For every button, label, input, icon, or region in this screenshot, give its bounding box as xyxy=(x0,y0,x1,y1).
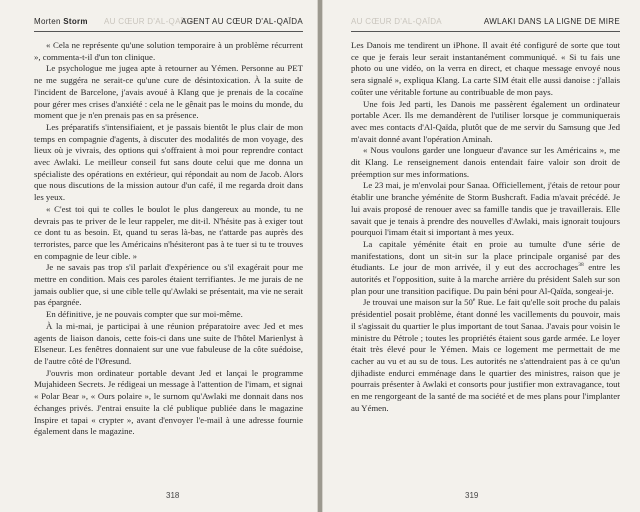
author-last-name: Storm xyxy=(63,17,88,26)
paragraph: « Cela ne représente qu'une solution temporaire à un problème récurrent », commenta-t-il d'un ton clinique. xyxy=(34,40,303,62)
running-head-author xyxy=(34,17,88,26)
paragraph: « C'est toi qui te colles le boulot le plus dangereux au monde, tu ne devrais pas te priver de le leur rappeler, me dit-il. N'hésite pas à exiger tout ce dont tu as besoin. Et, quand tu seras là-bas, ne t'attarde pas auprès des terroristes, parce que les Américains n'hésiteront pas à te tuer si tu te trouves en compagnie de leur cible. » xyxy=(34,203,303,261)
running-head-right xyxy=(351,13,620,32)
paragraph: Le psychologue me jugea apte à retourner au Yémen. Personne au PET ne me suggéra ne serait-ce qu'une cure de désintoxication. À la suite de l'incident de Barcelone, j'avais avoué à Klang que je prenais de la cocaïne pour gérer mes crises d'anxiété : cela ne le gênait pas le moins du monde, du moment que je n'en prenais pas en sa présence. xyxy=(34,63,303,121)
paragraph: À la mi-mai, je participai à une réunion préparatoire avec Jed et mes agents de liaison danois, cette fois-ci dans une suite de l'hôtel Marienlyst à Elseneur. Les fenêtres donnaient sur une vue fabuleuse de la côte suédoise, de l'autre côté de l'Øresund. xyxy=(34,320,303,366)
paragraph: Une fois Jed parti, les Danois me passèrent également un ordinateur portable Acer. Ils me demandèrent de l'utiliser lorsque je communiquerais avec mes contacts d'Al-Qaïda, plutôt que de me servir du Samsung que Jed m'avait donné avant l'opération Aminah. xyxy=(351,98,620,144)
left-page xyxy=(0,0,318,512)
paragraph xyxy=(351,239,620,298)
paragraph: J'ouvris mon ordinateur portable devant Jed et lançai le programme Mujahideen Secrets. Je rédigeai un message à l'attention de l'imam, et signai « Polar Bear », « Ours polaire », le surnom qu'Awlaki me donnait dans nos échanges privés. J'entrai ensuite la clé publique publiée dans le magazine Inspire et tapai « crypter », avant d'envoyer l'e-mail à une adresse fournie également dans le magazine. xyxy=(34,367,303,437)
paragraph: Je ne savais pas trop s'il parlait d'expérience ou s'il exagérait pour me mettre en condition. Mais ces paroles étaient terrifiantes. Je me jurais de ne jamais oublier que, si une cible telle qu'Awlaki se présentait, ma vie ne serait pas épargnée. xyxy=(34,262,303,308)
paragraph: Les préparatifs s'intensifiaient, et je passais bientôt le plus clair de mon temps en compagnie d'agents, à discuter des modalités de mon voyage, des lieux où je vivrais, des options qui s'offraient à moi pour reprendre contact avec Awlaki. Le meilleur conseil fut sans doute celui que me donna un spécialiste des opérations en extérieur, qui répondait au nom de Jacob. Alors que nous discutions de la mission autour d'un café, il me regarda droit dans les yeux. xyxy=(34,121,303,203)
paragraph: Les Danois me tendirent un iPhone. Il avait été configuré de sorte que tout ce que je ferais leur serait instantanément communiqué. « Si tu fais une photo ou une vidéo, on la verra en direct, et chaque message envoyé nous sera signalé », expliqua Klang. La carte SIM était elle aussi danoise : j'allais coûter une véritable fortune au contribuable de mon pays. xyxy=(351,40,620,97)
running-head-bleedthrough: AU CŒUR D'AL-QAÏDA xyxy=(351,17,442,26)
running-head-book-title: AGENT AU CŒUR D'AL-QAÏDA xyxy=(181,17,303,26)
paragraph-text: entre les autorités et l'opposition, suite à la marche arrière du président Saleh sur son plan pour une transition pacifique. Du pain béni pour Al-Qaïda, songeai-je. xyxy=(351,262,620,296)
left-page-body xyxy=(34,40,303,438)
paragraph xyxy=(351,297,620,414)
author-first-name: Morten xyxy=(34,17,61,26)
right-page xyxy=(322,0,640,512)
paragraph-text: Je trouvai une maison sur la 50 xyxy=(363,297,473,308)
page-number-right: 319 xyxy=(465,491,479,500)
footnote-reference: 38 xyxy=(578,262,584,269)
paragraph: En définitive, je ne pouvais compter que sur moi-même. xyxy=(46,309,243,320)
paragraph-text: La capitale yéménite était en proie au tumulte d'une série de manifestations, dont un sit-in sur la place principale organisé par des étudiants. Le jour de mon arrivée, il y eut des accrochages xyxy=(351,238,620,273)
ordinal-suffix: e xyxy=(472,297,476,304)
paragraph-text: Rue. Le fait qu'elle soit proche du palais présidentiel posait problème, étant donné les vacillements du pouvoir, mais il s'agissait du quartier le plus important de tout Sanaa. J'avais pour voisin le ministre du Pétrole ; toutes les propriétés étaient sous garde armée. Le loyer était très élevé pour le Yémen. Mais ce logement me permettait de me cacher au vu et au su de tous. Les autorités ne s'attendraient pas à ce qu'un djihadiste endurci emménage dans le quartier des ministres, raison que je pourrais présenter à Awlaki et consorts pour justifier mon extravagance, tout en me rengorgeant de la santé de ma société et de mes plans pour l'implanter au Yémen. xyxy=(351,297,621,413)
running-head-chapter-title: AWLAKI DANS LA LIGNE DE MIRE xyxy=(483,17,620,26)
paragraph: Le 23 mai, je m'envolai pour Sanaa. Officiellement, j'étais de retour pour établir une branche yéménite de Storm Bushcraft. Fadia m'avait précédé. Je lui avais proposé de renouer avec sa famille tandis que je travaillerais. Elle savait que je tenais à prendre des nouvelles d'Awlaki, mais ignorait toujours pourquoi l'imam était si important à mes yeux. xyxy=(351,180,620,238)
page-number-left: 318 xyxy=(166,491,180,500)
paragraph: « Nous voulons garder une longueur d'avance sur les Américains », me dit Klang. Le renseignement danois entendait faire valoir son droit de préemption sur mes informations. xyxy=(351,145,620,179)
running-head-bleedthrough: AU CŒUR D'AL-QAÏDA xyxy=(104,17,195,26)
running-head-left xyxy=(34,13,303,32)
right-page-body xyxy=(351,40,620,415)
